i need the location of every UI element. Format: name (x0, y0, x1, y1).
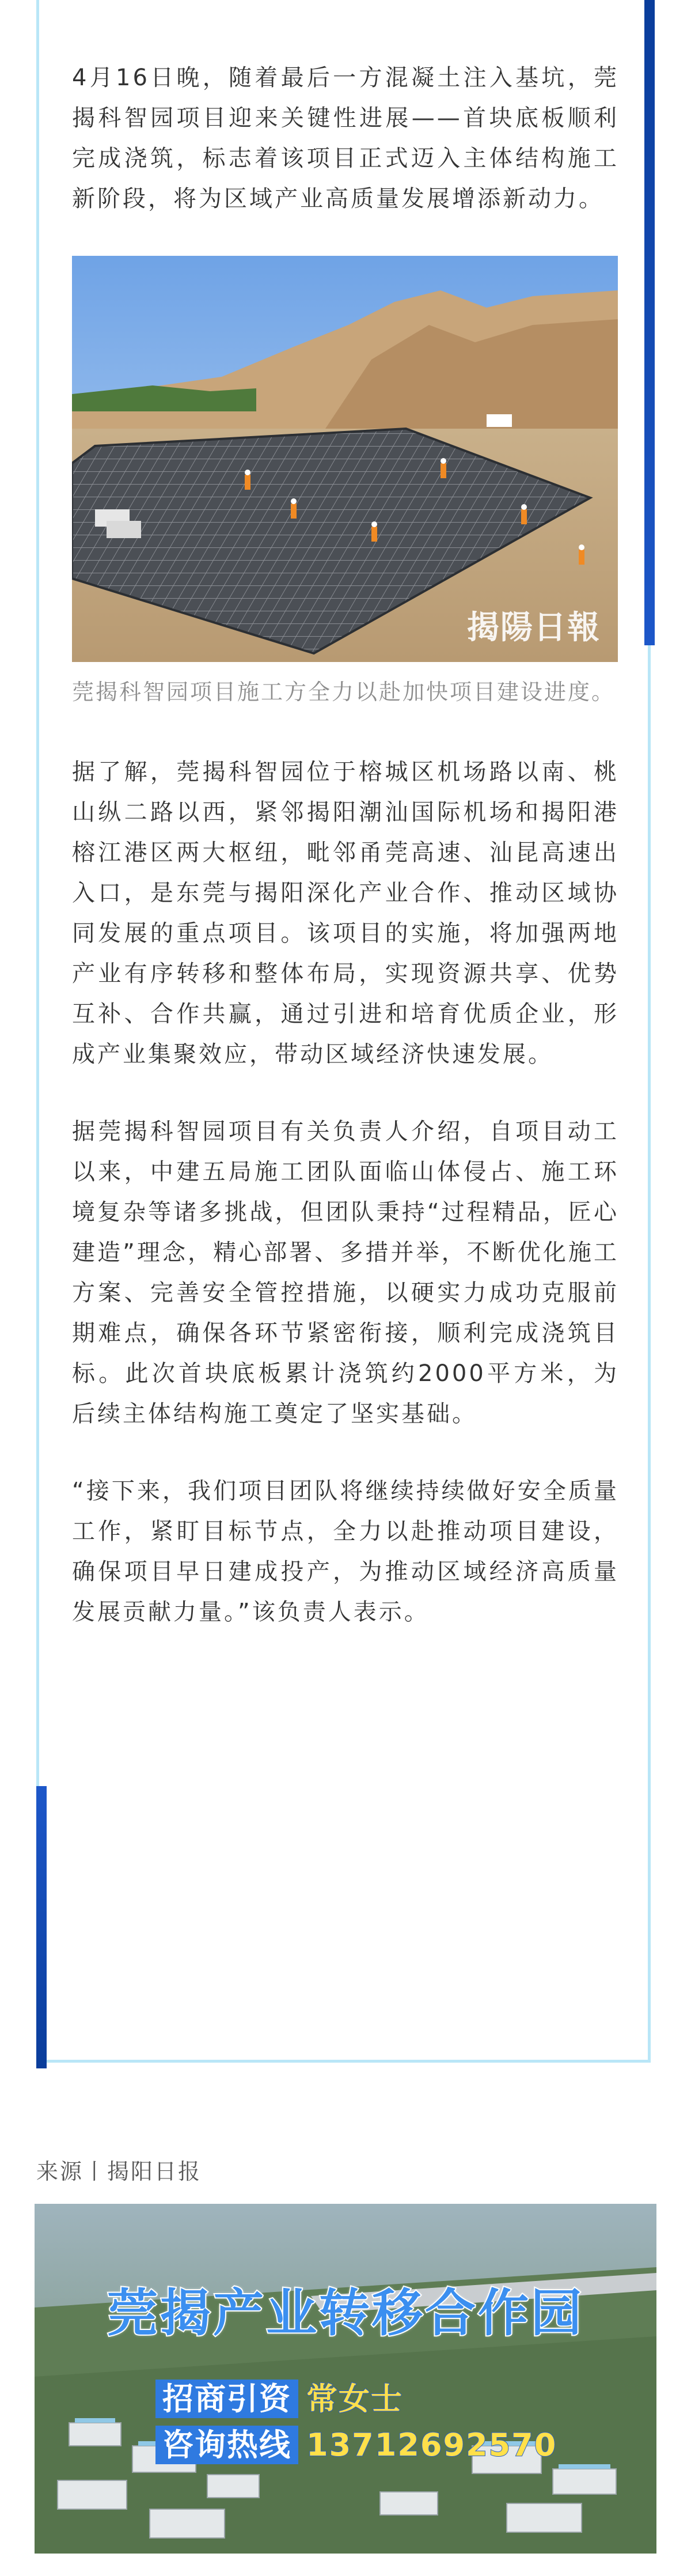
banner-title: 莞揭产业转移合作园 (107, 2283, 584, 2343)
banner-contact-line (155, 2374, 403, 2419)
banner-label: 招商引资 (155, 2380, 298, 2418)
construction-photo (72, 256, 618, 662)
article-paragraph: 据莞揭科智园项目有关负责人介绍，自项目动工以来，中建五局施工团队面临山体侵占、施工环境复杂等诸多挑战，但团队秉持“过程精品，匠心建造”理念，精心部署、多措并举，不断优化施工方案、完善安全管控措施，以硬实力成功克服前期难点，确保各环节紧密衔接，顺利完成浇筑目标。此次首块底板累计浇筑约2000平方米，为后续主体结构施工奠定了坚实基础。 (72, 1118, 619, 1427)
decorative-accent-bar (644, 0, 655, 645)
article-paragraph: 据了解，莞揭科智园位于榕城区机场路以南、桃山纵二路以西，紧邻揭阳潮汕国际机场和揭阳港榕江港区两大枢纽，毗邻甬莞高速、汕昆高速出入口，是东莞与揭阳深化产业合作、推动区域协同发展的重点项目。该项目的实施，将加强两地产业有序转移和整体布局，实现资源共享、优势互补、合作共赢，通过引进和培育优质企业，形成产业集聚效应，带动区域经济快速发展。 (72, 759, 619, 1068)
article-source: 来源丨揭阳日报 (36, 2159, 202, 2184)
decorative-accent-bar (36, 1786, 47, 2068)
banner-label: 咨询热线 (155, 2426, 298, 2464)
banner-phone-number[interactable]: 13712692570 (306, 2427, 557, 2463)
promo-banner[interactable] (35, 2204, 656, 2554)
photo-caption: 莞揭科智园项目施工方全力以赴加快项目建设进度。 (72, 679, 616, 705)
article-paragraph: “接下来，我们项目团队将继续持续做好安全质量工作，紧盯目标节点，全力以赴推动项目建设，确保项目早日建成投产，为推动区域经济高质量发展贡献力量。”该负责人表示。 (72, 1478, 619, 1625)
banner-hotline-line (155, 2420, 557, 2465)
newspaper-watermark: 揭陽日報 (467, 608, 601, 646)
article-paragraph: 4月16日晚，随着最后一方混凝土注入基坑，莞揭科智园项目迎来关键性进展——首块底板顺利完成浇筑，标志着该项目正式迈入主体结构施工新阶段，将为区域产业高质量发展增添新动力。 (72, 65, 619, 212)
article-body (72, 58, 619, 1669)
construction-site-image (72, 256, 618, 662)
banner-contact-name: 常女士 (306, 2381, 403, 2417)
